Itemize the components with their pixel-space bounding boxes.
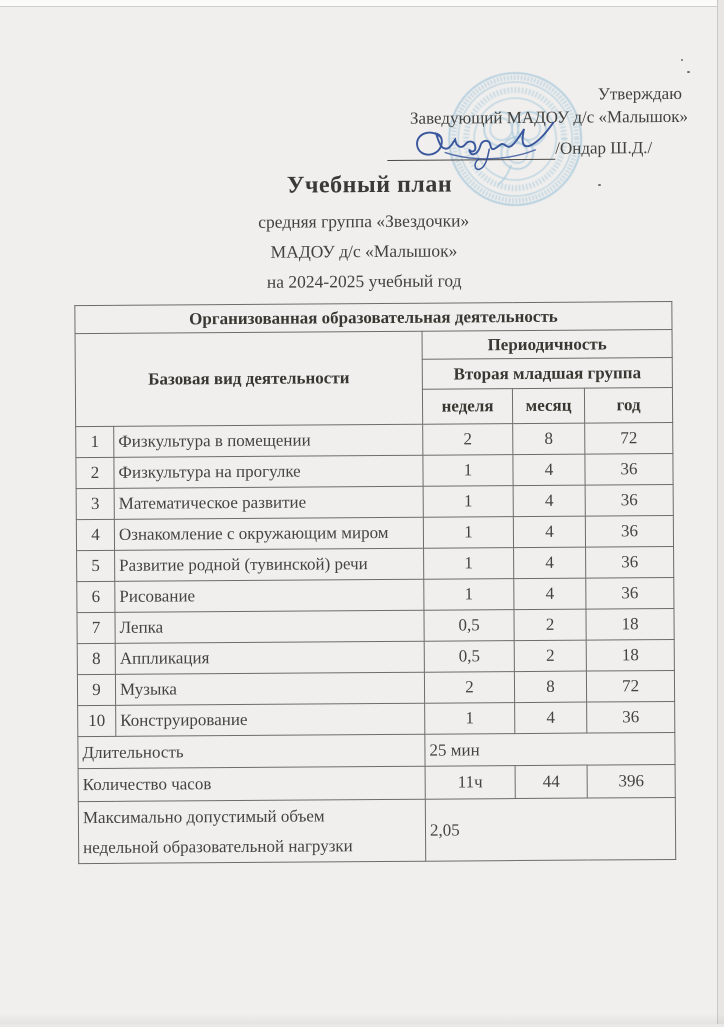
row-number: 7 [77, 612, 115, 643]
year-value: 36 [585, 453, 673, 485]
activity-name: Развитие родной (тувинской) речи [115, 548, 424, 581]
approval-block [358, 82, 689, 161]
week-value: 1 [423, 486, 513, 518]
year-value: 18 [586, 608, 674, 640]
hours-month-value: 44 [515, 765, 587, 799]
section-header: Организованная образовательная деятельность [75, 301, 672, 333]
row-number: 5 [77, 550, 115, 581]
hours-year-value: 396 [587, 764, 675, 798]
month-value: 4 [514, 578, 586, 610]
year-value: 36 [586, 546, 674, 578]
week-value: 0,5 [424, 641, 514, 673]
year-value: 18 [586, 639, 674, 671]
year-value: 36 [585, 484, 673, 516]
approval-word: Утверждаю [597, 83, 682, 104]
table-row [77, 546, 674, 581]
activity-name: Ознакомление с окружающим миром [114, 517, 423, 550]
activity-name: Лепка [115, 610, 424, 643]
activity-name: Конструирование [116, 703, 425, 736]
activity-name: Физкультура на прогулке [114, 455, 423, 488]
month-value: 4 [513, 516, 585, 548]
table-row [77, 639, 674, 674]
activity-rows-host [76, 422, 675, 736]
activity-name: Музыка [115, 672, 424, 705]
table-row [77, 608, 674, 643]
subtitle-group: средняя группа «Звездочки» [258, 210, 470, 232]
hours-week-value: 11ч [425, 766, 515, 800]
week-value: 1 [423, 517, 513, 549]
max-load-label-line1: Максимально допустимый объем [82, 805, 325, 827]
subtitle-organization: МАДОУ д/с «Малышок» [270, 240, 458, 262]
column-header-activity: Базовая вид деятельности [75, 331, 423, 426]
max-load-row [78, 797, 675, 863]
duration-label: Длительность [78, 734, 425, 768]
row-number: 3 [76, 488, 114, 519]
year-value: 36 [585, 515, 673, 547]
duration-row [78, 732, 675, 768]
max-load-label [78, 799, 425, 863]
month-value: 2 [514, 640, 586, 672]
week-value: 2 [423, 424, 513, 456]
week-value: 2 [424, 672, 514, 704]
month-value: 8 [513, 423, 585, 455]
max-load-label-line2: недельной образовательной нагрузки [83, 835, 353, 857]
table-header-row [75, 329, 672, 361]
approval-signature-line [358, 136, 688, 161]
approval-position: Заведующий МАДОУ д/с «Малышок» [409, 106, 689, 128]
week-value: 1 [425, 703, 515, 735]
table-row [77, 577, 674, 612]
month-value: 4 [513, 454, 585, 486]
week-value: 0,5 [424, 610, 514, 642]
month-value: 4 [515, 702, 587, 734]
row-number: 8 [77, 643, 115, 674]
row-number: 1 [76, 426, 114, 457]
subtitle-school-year: на 2024-2025 учебный год [266, 270, 462, 292]
curriculum-table [74, 301, 676, 864]
week-value: 1 [423, 455, 513, 487]
table-row [76, 515, 673, 550]
max-load-value: 2,05 [425, 797, 675, 861]
month-value: 4 [513, 485, 585, 517]
title-block [38, 170, 689, 295]
column-header-periodicity: Периодичность [422, 329, 672, 359]
year-value: 72 [585, 422, 673, 454]
table-row [78, 701, 675, 736]
table-row [76, 422, 673, 457]
column-header-group: Вторая младшая группа [422, 357, 672, 389]
month-value: 8 [514, 671, 586, 703]
activity-name: Аппликация [115, 641, 424, 674]
duration-value: 25 мин [425, 732, 675, 766]
table-section-header-row [75, 301, 672, 333]
table-row [76, 453, 673, 488]
column-header-year: год [584, 387, 672, 423]
week-value: 1 [424, 579, 514, 611]
activity-name: Математическое развитие [114, 486, 423, 519]
activity-name: Рисование [115, 579, 424, 612]
row-number: 9 [77, 674, 115, 705]
row-number: 4 [76, 519, 114, 550]
year-value: 36 [587, 701, 675, 733]
year-value: 36 [586, 577, 674, 609]
row-number: 10 [78, 705, 116, 736]
hours-label: Количество часов [78, 766, 425, 801]
column-header-week: неделя [422, 389, 512, 425]
hours-total-row [78, 764, 675, 801]
week-value: 1 [424, 548, 514, 580]
table-row [77, 670, 674, 705]
month-value: 4 [514, 547, 586, 579]
handwritten-signature [403, 115, 588, 178]
row-number: 2 [76, 457, 114, 488]
activity-name: Физкультура в помещении [114, 424, 423, 457]
approver-name: /Ондар Ш.Д./ [555, 138, 653, 158]
year-value: 72 [586, 670, 674, 702]
column-header-month: месяц [512, 388, 584, 424]
row-number: 6 [77, 581, 115, 612]
page-title: Учебный план [286, 171, 453, 199]
month-value: 2 [514, 609, 586, 641]
table-row [76, 484, 673, 519]
